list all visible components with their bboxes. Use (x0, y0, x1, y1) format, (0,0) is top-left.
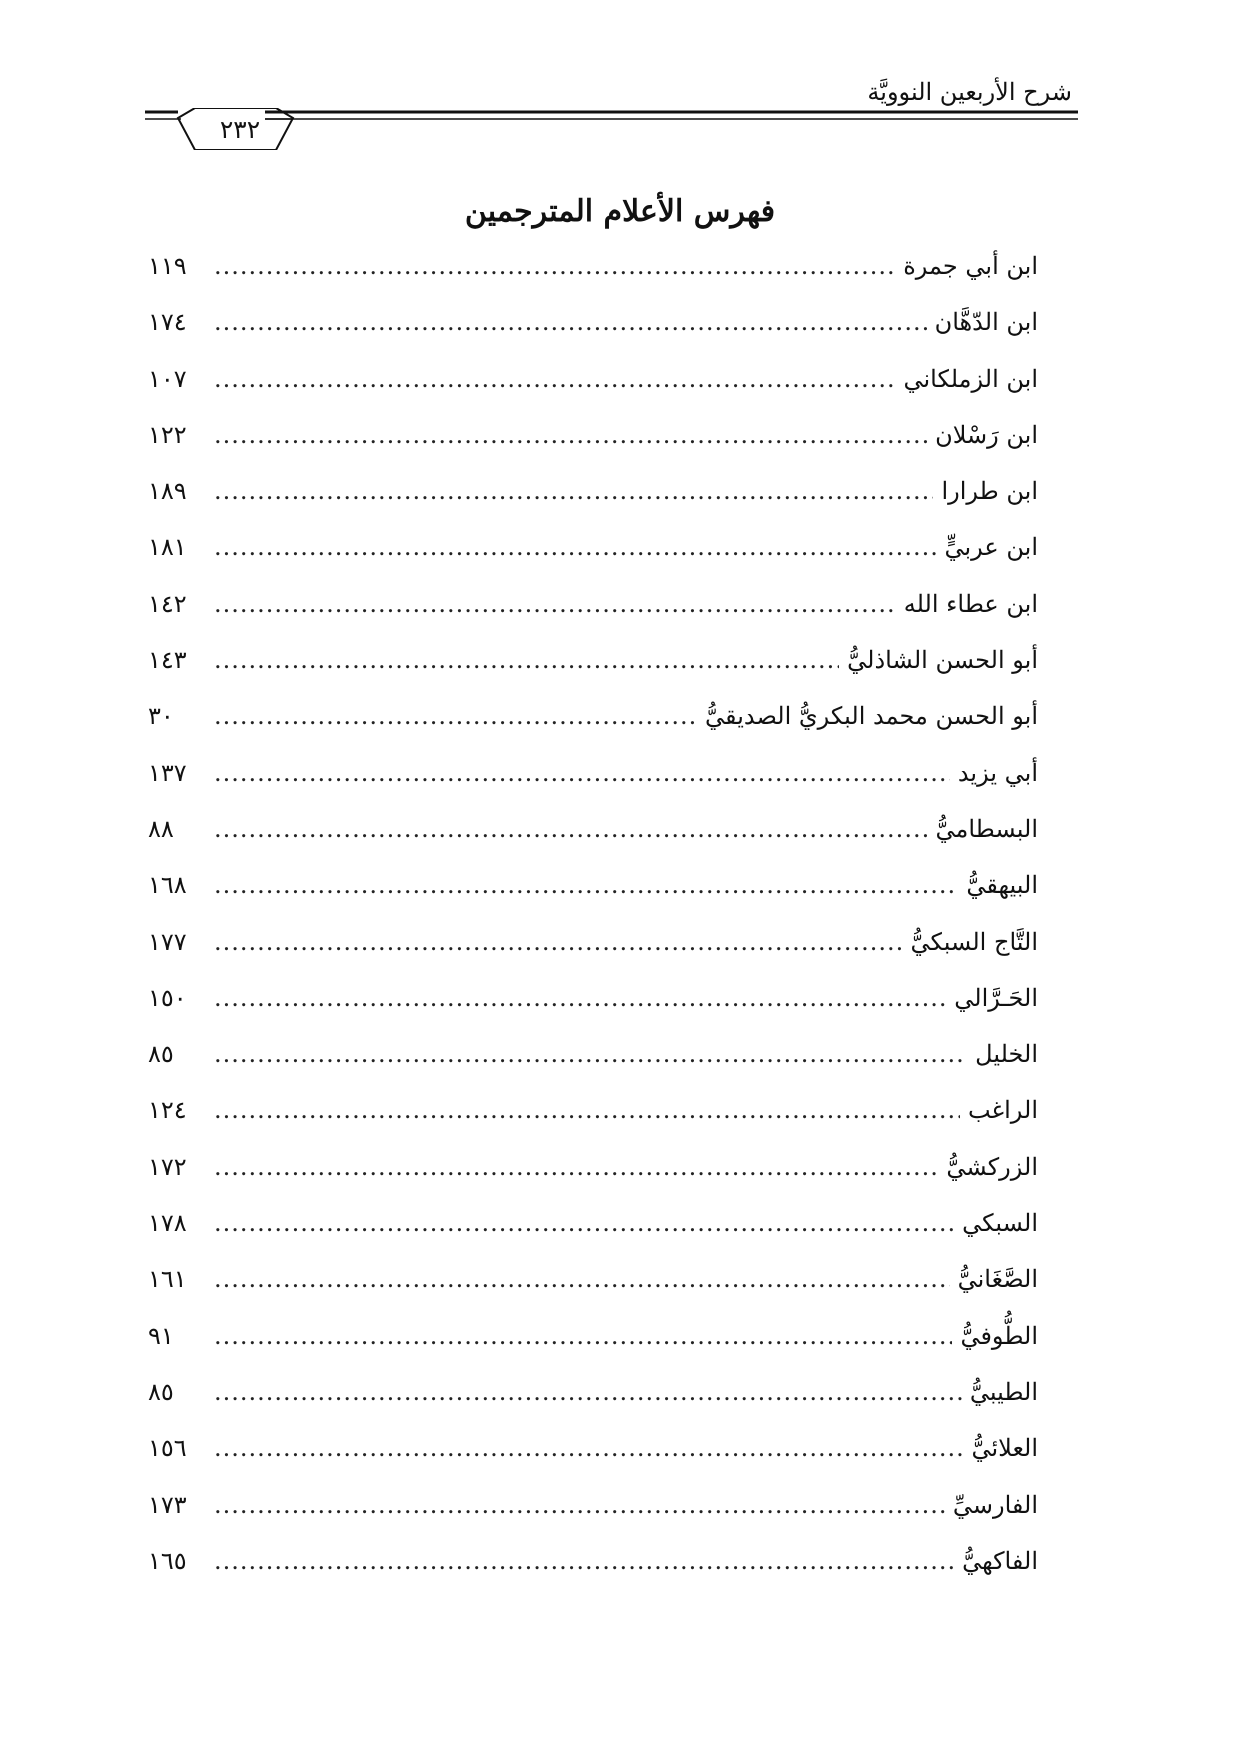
dot-leader (214, 1434, 963, 1462)
entry-name: ابن الدّهَّان (934, 308, 1038, 337)
entry-page-number: ٩١ (148, 1321, 174, 1350)
entry-name: البيهقيُّ (966, 871, 1038, 900)
entry-name: ابن عربيٍّ (944, 533, 1038, 562)
entry-page-number: ١٣٧ (148, 758, 187, 787)
entry-name: العلائيُّ (971, 1434, 1038, 1463)
page-number: ٢٣٢ (219, 115, 261, 144)
index-entry (148, 1434, 1038, 1490)
dot-leader (214, 1322, 952, 1350)
index-entry (148, 759, 1038, 815)
dot-leader (214, 1547, 954, 1575)
entry-name: ابن طرارا (941, 477, 1038, 506)
dot-leader (214, 984, 946, 1012)
index-entry (148, 871, 1038, 927)
entry-page-number: ١٢٢ (148, 420, 187, 449)
index-entry (148, 308, 1038, 364)
entry-name: أبو الحسن الشاذليُّ (847, 646, 1038, 675)
entry-name: الفارسيِّ (952, 1490, 1038, 1519)
entry-name: الطُّوفيُّ (960, 1321, 1038, 1350)
dot-leader (214, 702, 697, 730)
entry-page-number: ١٦٥ (148, 1546, 187, 1575)
entry-page-number: ١٠٧ (148, 364, 187, 393)
index-entry (148, 477, 1038, 533)
dot-leader (214, 1265, 950, 1293)
entry-page-number: ١٧٨ (148, 1209, 187, 1238)
index-entry (148, 1209, 1038, 1265)
entry-name: ابن عطاء الله (903, 589, 1038, 618)
index-entry (148, 1153, 1038, 1209)
entry-name: ابن الزملكاني (903, 364, 1038, 393)
dot-leader (214, 646, 839, 674)
entry-name: السبكي (962, 1209, 1038, 1238)
index-entry (148, 815, 1038, 871)
index-entry (148, 646, 1038, 702)
index-entry (148, 365, 1038, 421)
entry-page-number: ١٦٨ (148, 871, 187, 900)
dot-leader (214, 533, 937, 561)
index-entry (148, 1547, 1038, 1603)
entry-page-number: ١٥٠ (148, 983, 187, 1012)
entry-name: التَّاج السبكيُّ (910, 927, 1038, 956)
entry-page-number: ١٦١ (148, 1265, 187, 1294)
entry-name: الصَّغَانيُّ (957, 1265, 1038, 1294)
dot-leader (214, 1153, 938, 1181)
dot-leader (214, 1096, 960, 1124)
entry-page-number: ١٨١ (148, 533, 187, 562)
index-entry (148, 1096, 1038, 1152)
entry-page-number: ١٧٧ (148, 927, 187, 956)
dot-leader (214, 1209, 954, 1237)
entry-name: الحَـرَّالي (954, 983, 1038, 1012)
index-entry (148, 252, 1038, 308)
entry-page-number: ١٧٢ (148, 1152, 187, 1181)
entry-name: الخليل (975, 1040, 1038, 1069)
dot-leader (214, 759, 950, 787)
index-entries (148, 252, 1038, 1603)
entry-name: البسطاميُّ (935, 814, 1038, 843)
index-entry (148, 1491, 1038, 1547)
entry-page-number: ١٤٣ (148, 646, 187, 675)
index-entry (148, 928, 1038, 984)
dot-leader (214, 815, 928, 843)
entry-name: ابن أبي جمرة (903, 252, 1038, 280)
index-entry (148, 984, 1038, 1040)
entry-page-number: ٨٥ (148, 1040, 174, 1069)
dot-leader (214, 1378, 962, 1406)
entry-name: الزركشيُّ (946, 1152, 1038, 1181)
entry-page-number: ١٥٦ (148, 1434, 187, 1463)
entry-name: أبو الحسن محمد البكريُّ الصديقيُّ (705, 702, 1038, 731)
dot-leader (214, 590, 896, 618)
index-title: فهرس الأعلام المترجمين (464, 194, 776, 229)
entry-page-number: ١٧٣ (148, 1490, 187, 1519)
entry-name: ابن رَسْلان (935, 420, 1038, 449)
entry-page-number: ١٨٩ (148, 477, 187, 506)
entry-name: الفاكهيُّ (962, 1546, 1038, 1575)
entry-page-number: ١٧٤ (148, 308, 187, 337)
entry-name: الراغب (967, 1096, 1038, 1125)
dot-leader (214, 871, 958, 899)
entry-page-number: ١١٩ (148, 252, 187, 280)
index-entry (148, 590, 1038, 646)
index-entry (148, 1322, 1038, 1378)
dot-leader (214, 928, 902, 956)
index-entry (148, 1378, 1038, 1434)
dot-leader (214, 1040, 967, 1068)
entry-page-number: ١٢٤ (148, 1096, 187, 1125)
dot-leader (214, 308, 927, 336)
entry-page-number: ٣٠ (148, 702, 174, 731)
entry-name: أبي يزيد (957, 758, 1038, 787)
running-title: شرح الأربعين النوويَّة (867, 78, 1072, 106)
index-entry (148, 702, 1038, 758)
dot-leader (214, 252, 895, 280)
entry-name: الطيبيُّ (969, 1377, 1038, 1406)
index-entry (148, 1040, 1038, 1096)
index-entry (148, 533, 1038, 589)
entry-page-number: ١٤٢ (148, 589, 187, 618)
dot-leader (214, 1491, 945, 1519)
index-entry (148, 421, 1038, 477)
index-entry (148, 1265, 1038, 1321)
entry-page-number: ٨٥ (148, 1377, 174, 1406)
dot-leader (214, 477, 933, 505)
entry-page-number: ٨٨ (148, 814, 174, 843)
dot-leader (214, 365, 895, 393)
dot-leader (214, 421, 927, 449)
